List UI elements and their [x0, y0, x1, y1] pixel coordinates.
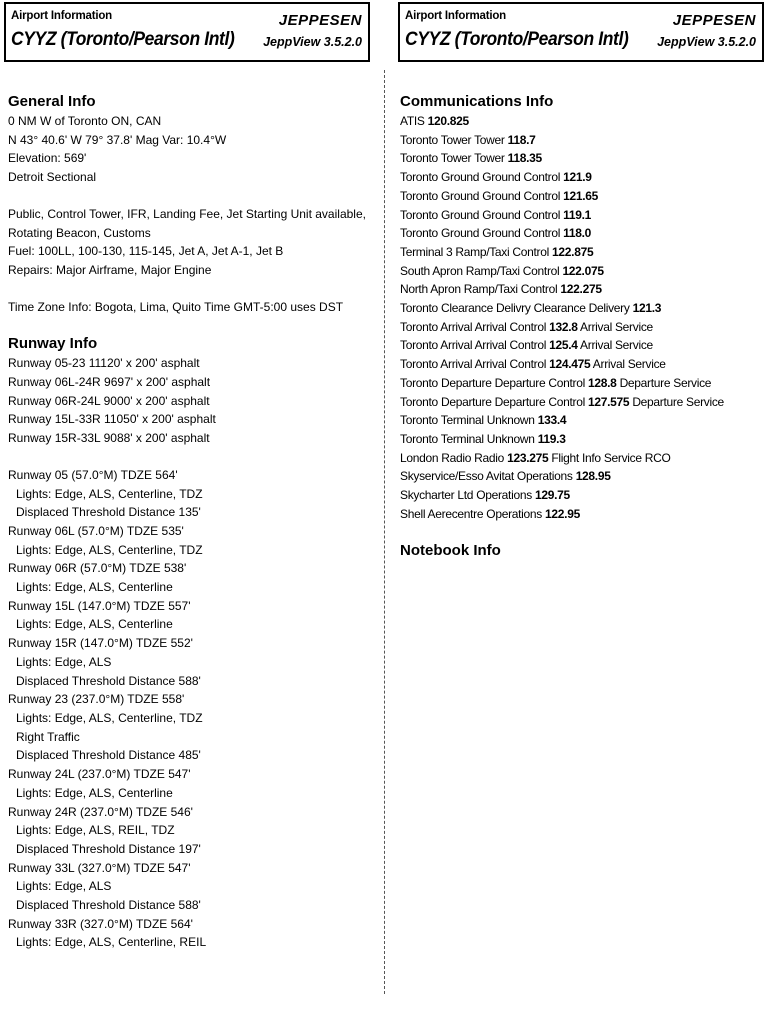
frequency-row: [400, 318, 762, 337]
frequency-row: [400, 411, 762, 430]
runway-detail: Lights: Edge, ALS, Centerline, TDZ: [16, 542, 203, 557]
runway-list: [8, 354, 380, 448]
app-version: JeppView 3.5.2.0: [657, 35, 756, 49]
runway-info-heading: Runway Info: [8, 335, 98, 353]
frequency-row: [400, 131, 762, 150]
frequency-row: [400, 486, 762, 505]
runway-detail: Displaced Threshold Distance 588': [16, 673, 201, 688]
header-subtitle: Airport Information: [405, 10, 506, 22]
right-column: [400, 92, 762, 561]
runway-detail: Displaced Threshold Distance 197': [16, 841, 201, 856]
header-left: [4, 2, 370, 62]
runway-heading-line: Runway 06L (57.0°M) TDZE 535': [8, 523, 184, 538]
frequency-value: 118.0: [563, 226, 591, 241]
column-divider: [384, 70, 385, 994]
frequency-row: [400, 112, 762, 131]
airport-title: CYYZ (Toronto/Pearson Intl): [405, 29, 629, 50]
notebook-info-heading: Notebook Info: [400, 542, 501, 560]
services-line: Public, Control Tower, IFR, Landing Fee, Jet Starting Unit available,: [8, 206, 366, 221]
timezone-line: Time Zone Info: Bogota, Lima, Quito Time GMT-5:00 uses DST: [8, 299, 344, 314]
runway-detail: Lights: Edge, ALS, Centerline: [16, 580, 173, 595]
frequency-row: [400, 149, 762, 168]
facility-name: Toronto Terminal Unknown: [400, 413, 535, 428]
communications-list: [400, 112, 762, 523]
frequency-row: [400, 355, 762, 374]
runway-details: [8, 466, 380, 952]
app-version: JeppView 3.5.2.0: [263, 35, 362, 49]
frequency-value: 122.075: [562, 263, 604, 278]
general-info-heading: General Info: [8, 93, 96, 110]
facility-name: South Apron Ramp/Taxi Control: [400, 263, 560, 278]
facility-name: Toronto Departure Departure Control: [400, 394, 585, 409]
frequency-value: 122.875: [552, 244, 594, 259]
facility-name: Toronto Departure Departure Control: [400, 375, 585, 390]
service-type: Arrival Service: [580, 319, 653, 334]
frequency-value: 127.575: [587, 394, 630, 409]
frequency-row: [400, 299, 762, 318]
runway-summary: Runway 05-23 11120' x 200' asphalt: [8, 356, 200, 371]
runway-detail: Lights: Edge, ALS, Centerline, REIL: [16, 935, 207, 950]
runway-detail: Lights: Edge, ALS, Centerline, TDZ: [16, 710, 203, 725]
runway-summary: Runway 06R-24L 9000' x 200' asphalt: [8, 393, 210, 408]
runway-detail: Lights: Edge, ALS, Centerline: [16, 785, 173, 800]
runway-summary: Runway 15L-33R 11050' x 200' asphalt: [8, 412, 216, 427]
frequency-value: 122.95: [545, 506, 580, 521]
frequency-row: [400, 430, 762, 449]
runway-heading-line: Runway 33L (327.0°M) TDZE 547': [8, 860, 191, 875]
runway-detail: Displaced Threshold Distance 485': [16, 748, 201, 763]
runway-heading-line: Runway 24R (237.0°M) TDZE 546': [8, 804, 193, 819]
facility-name: Toronto Arrival Arrival Control: [400, 319, 547, 334]
runway-heading-line: Runway 15L (147.0°M) TDZE 557': [8, 598, 191, 613]
frequency-value: 128.8: [587, 375, 617, 390]
facility-name: London Radio Radio: [400, 450, 505, 465]
frequency-value: 118.7: [507, 132, 536, 147]
runway-detail: Lights: Edge, ALS: [16, 654, 112, 669]
runway-detail: Displaced Threshold Distance 135': [16, 505, 201, 520]
frequency-row: [400, 393, 762, 412]
facility-name: Toronto Ground Ground Control: [400, 170, 561, 185]
frequency-row: [400, 374, 762, 393]
frequency-value: 133.4: [537, 413, 567, 428]
facility-name: Skycharter Ltd Operations: [400, 488, 532, 503]
frequency-value: 128.95: [575, 469, 611, 484]
frequency-value: 121.9: [563, 170, 592, 185]
facility-name: Toronto Ground Ground Control: [400, 188, 561, 203]
service-type: Arrival Service: [580, 338, 653, 353]
frequency-value: 125.4: [549, 338, 578, 353]
runway-detail: Lights: Edge, ALS, Centerline: [16, 617, 173, 632]
frequency-value: 121.65: [563, 188, 599, 203]
runway-heading-line: Runway 24L (237.0°M) TDZE 547': [8, 767, 191, 782]
runway-detail: Lights: Edge, ALS, REIL, TDZ: [16, 823, 175, 838]
runway-detail: Lights: Edge, ALS, Centerline, TDZ: [16, 486, 203, 501]
left-column: [8, 92, 380, 952]
runway-detail: Right Traffic: [16, 729, 80, 744]
frequency-row: [400, 187, 762, 206]
frequency-value: 123.275: [507, 450, 549, 465]
facility-name: Toronto Ground Ground Control: [400, 226, 561, 241]
frequency-value: 119.3: [537, 431, 566, 446]
frequency-value: 119.1: [563, 207, 591, 222]
service-type: Arrival Service: [592, 357, 666, 372]
frequency-value: 118.35: [507, 151, 542, 166]
frequency-value: 124.475: [549, 357, 591, 372]
general-info-block: [8, 112, 380, 187]
facility-name: Toronto Terminal Unknown: [400, 431, 535, 446]
header-right: [398, 2, 764, 62]
facility-name: Toronto Ground Ground Control: [400, 207, 561, 222]
services-block: [8, 205, 380, 280]
frequency-value: 129.75: [534, 488, 570, 503]
location-line: 0 NM W of Toronto ON, CAN: [8, 114, 162, 128]
services-line: Rotating Beacon, Customs: [8, 225, 151, 240]
runway-heading-line: Runway 15R (147.0°M) TDZE 552': [8, 636, 193, 651]
frequency-row: [400, 243, 762, 262]
facility-name: Toronto Arrival Arrival Control: [400, 357, 547, 372]
frequency-row: [400, 280, 762, 299]
airport-title: CYYZ (Toronto/Pearson Intl): [11, 29, 235, 50]
sectional-line: Detroit Sectional: [8, 170, 97, 185]
frequency-row: [400, 467, 762, 486]
facility-name: Toronto Tower Tower: [400, 132, 505, 147]
header-subtitle: Airport Information: [11, 10, 112, 22]
frequency-row: [400, 206, 762, 225]
coordinates-line: N 43° 40.6' W 79° 37.8' Mag Var: 10.4°W: [8, 132, 227, 147]
runway-summary: Runway 15R-33L 9088' x 200' asphalt: [8, 431, 210, 446]
facility-name: Skyservice/Esso Avitat Operations: [400, 469, 573, 484]
facility-name: Toronto Tower Tower: [400, 151, 505, 166]
facility-name: North Apron Ramp/Taxi Control: [400, 282, 558, 297]
frequency-value: 120.825: [427, 114, 469, 128]
runway-heading-line: Runway 06R (57.0°M) TDZE 538': [8, 561, 187, 576]
frequency-row: [400, 168, 762, 187]
service-type: Flight Info Service RCO: [551, 450, 671, 465]
frequency-row: [400, 449, 762, 468]
frequency-row: [400, 262, 762, 281]
service-type: Departure Service: [632, 394, 724, 409]
service-type: Departure Service: [619, 375, 712, 390]
runway-summary: Runway 06L-24R 9697' x 200' asphalt: [8, 375, 211, 390]
jeppesen-logo: JEPPESEN: [278, 12, 362, 29]
facility-name: Terminal 3 Ramp/Taxi Control: [400, 244, 549, 259]
runway-heading-line: Runway 05 (57.0°M) TDZE 564': [8, 467, 178, 482]
elevation-line: Elevation: 569': [8, 151, 87, 166]
frequency-row: [400, 505, 762, 524]
facility-name: Toronto Clearance Delivry Clearance Delivery: [400, 301, 630, 316]
facility-name: Shell Aerecentre Operations: [400, 506, 542, 521]
frequency-value: 122.275: [560, 282, 602, 297]
frequency-value: 132.8: [549, 319, 578, 334]
repairs-line: Repairs: Major Airframe, Major Engine: [8, 262, 212, 277]
jeppesen-logo: JEPPESEN: [672, 12, 756, 29]
runway-detail: Lights: Edge, ALS: [16, 879, 112, 894]
runway-heading-line: Runway 23 (237.0°M) TDZE 558': [8, 692, 185, 707]
frequency-row: [400, 224, 762, 243]
facility-name: ATIS: [400, 114, 425, 128]
runway-detail: Displaced Threshold Distance 588': [16, 898, 201, 913]
runway-heading-line: Runway 33R (327.0°M) TDZE 564': [8, 916, 193, 931]
communications-info-heading: Communications Info: [400, 93, 554, 110]
frequency-value: 121.3: [632, 301, 662, 316]
frequency-row: [400, 336, 762, 355]
fuel-line: Fuel: 100LL, 100-130, 115-145, Jet A, Jet A-1, Jet B: [8, 244, 284, 259]
facility-name: Toronto Arrival Arrival Control: [400, 338, 547, 353]
